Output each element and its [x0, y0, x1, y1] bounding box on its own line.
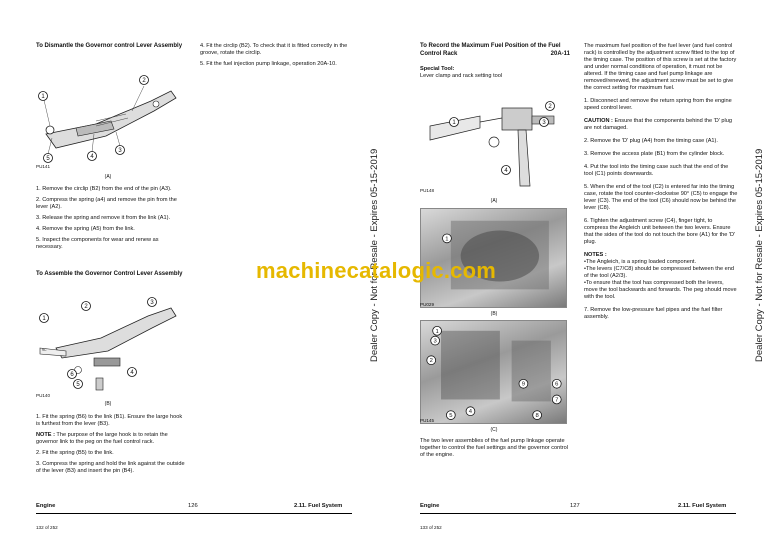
- dismantle-step-2: 2. Compress the spring (a4) and remove the pin from the lever (A2).: [36, 197, 177, 210]
- caution-label: CAUTION :: [584, 118, 613, 124]
- figure-a-right-callouts: [420, 86, 566, 197]
- max-fuel-intro: The maximum fuel position of the fuel lever (and fuel control rack) is controlled by the adjustment screw fitted to the top of the timing case. The position of this screw is set at the factory and under normal conditions of operation, it must not be altered. If the timing case and fuel pump linkage are removed/renewed, the adjustment screw must be set to give the correct setting for maximum fuel.: [584, 43, 737, 91]
- footer-left-section: Engine: [36, 503, 56, 509]
- operation-code: 20A-11: [550, 50, 570, 57]
- figure-a-caption: (A): [104, 174, 112, 180]
- vertical-notice-center: Dealer Copy - Not for Resale - Expires 05-15-2019: [369, 148, 380, 362]
- callout-a-2-label: 2: [142, 78, 146, 84]
- callout-a-1-label: 1: [41, 94, 45, 100]
- figure-a-id: PU141: [36, 164, 51, 169]
- note-label: NOTE :: [36, 432, 55, 438]
- callout-rc-9-label: 9: [521, 381, 526, 388]
- callout-rc-1-label: 1: [435, 328, 439, 335]
- figure-a-callouts: [36, 66, 182, 171]
- callout-ra-2-label: 2: [548, 104, 552, 110]
- footer-right-rule: [420, 513, 736, 514]
- figure-b-id: PU140: [36, 393, 51, 398]
- dismantle-step-3: 3. Release the spring and remove it from the link (A1).: [36, 215, 171, 221]
- callout-a-5-label: 5: [46, 156, 50, 162]
- record-step-2: 2. Remove the 'D' plug (A4) from the timing case (A1).: [584, 138, 718, 144]
- figure-rb-id: PU029: [420, 302, 435, 307]
- callout-b-5-label: 5: [76, 382, 80, 388]
- callout-ra-3-label: 3: [542, 120, 546, 126]
- note-3: •To ensure that the tool has compressed both the levers, move the tool backwards and forwards. The peg should move with the tool.: [584, 280, 737, 300]
- callout-ra-4-label: 4: [504, 168, 508, 174]
- callout-rc-2-label: 2: [429, 358, 433, 365]
- figure-ra-id: PU148: [420, 188, 435, 193]
- record-step-6: 6. Tighten the adjustment screw (C4), finger tight, to compress the Angleich unit between the two levers. Ensure that the sides of the tool do not touch the bore (A1) for the 'D' plug.: [584, 218, 736, 245]
- assemble-step-5: 5. Fit the fuel injection pump linkage, operation 20A-10.: [200, 61, 337, 67]
- vertical-notice-right: Dealer Copy - Not for Resale - Expires 05-15-2019: [754, 148, 765, 362]
- left-col2-steps: [200, 43, 352, 72]
- figure-c-tool-fitted-photo: [420, 320, 567, 424]
- record-step-7: 7. Remove the low-pressure fuel pipes and the fuel filter assembly.: [584, 307, 723, 320]
- figure-b-caption: (B): [104, 401, 112, 407]
- lever-assemblies-paragraph: The two lever assemblies of the fuel pump linkage operate together to control the fuel settings and the governor control of the engine.: [420, 438, 569, 458]
- record-step-3: 3. Remove the access plate (B1) from the cylinder block.: [584, 151, 725, 157]
- callout-b-3-label: 3: [150, 300, 154, 306]
- note-1: •The Angleich, is a spring loaded component.: [584, 259, 697, 265]
- callout-rc-4-label: 4: [468, 409, 473, 416]
- callout-a-3-label: 3: [118, 148, 122, 154]
- footer-right-chapter: 2.11. Fuel System: [678, 503, 727, 509]
- dismantle-step-1: 1. Remove the circlip (B2) from the end of the pin (A3).: [36, 186, 172, 192]
- callout-rc-7-label: 7: [555, 397, 559, 404]
- dismantle-step-5: 5. Inspect the components for wear and renew as necessary.: [36, 237, 159, 250]
- callout-b-2-label: 2: [84, 304, 88, 310]
- assemble-step-3: 3. Compress the spring and hold the link against the outside of the lever (B3) and insert the pin (B4).: [36, 461, 185, 474]
- note-2: •The levers (C7/C8) should be compressed between the end of the tool (A2/3).: [584, 266, 734, 279]
- footer-right-section: Engine: [420, 503, 440, 509]
- assemble-step-4: 4. Fit the circlip (B2). To check that it is fitted correctly in the groove, rotate the circlip.: [200, 43, 348, 56]
- callout-rc-6-label: 6: [555, 381, 559, 388]
- assemble-steps: [36, 414, 186, 479]
- notes-label: NOTES :: [584, 252, 607, 258]
- record-step-1: 1. Disconnect and remove the return spring from the engine speed control lever.: [584, 98, 732, 111]
- heading-assemble: To Assemble the Governor Control Lever Assembly: [36, 271, 183, 277]
- figure-a-lever-assembly: [36, 66, 182, 171]
- svg-text:9C: 9C: [42, 348, 47, 352]
- tool-fitted-photo: [421, 321, 566, 423]
- special-tool-label: Special Tool:: [420, 66, 455, 72]
- footer-right-page-of: 133 of 252: [420, 525, 442, 530]
- figure-rc-id: PU145: [420, 418, 435, 423]
- assemble-step-1: 1. Fit the spring (B6) to the link (B1). Ensure the large hook is furthest from the lever (B3).: [36, 414, 183, 427]
- figure-b-lever-assembly: [36, 296, 182, 399]
- assemble-step-2: 2. Fit the spring (B5) to the link.: [36, 450, 114, 456]
- footer-left-page-of: 132 of 252: [36, 525, 58, 530]
- caution: [584, 118, 738, 132]
- callout-b-4-label: 4: [130, 370, 134, 376]
- figure-a-setting-tool: [420, 86, 566, 197]
- special-tool-text: Lever clamp and rack setting tool: [420, 73, 503, 79]
- callout-rc-5-label: 5: [449, 413, 453, 420]
- callout-b-1-label: 1: [42, 316, 46, 322]
- callout-rc-8-label: 8: [535, 413, 539, 420]
- figure-rb-caption: (B): [490, 311, 498, 317]
- footer-right-page-number: 127: [570, 503, 580, 509]
- footer-left-page-number: 126: [188, 503, 198, 509]
- dismantle-steps: [36, 186, 186, 255]
- record-heading-text: To Record the Maximum Fuel Position of the Fuel Control Rack: [420, 43, 561, 57]
- figure-ra-caption: (A): [490, 198, 498, 204]
- callout-b-6-label: 6: [70, 372, 74, 378]
- heading-dismantle: To Dismantle the Governor control Lever Assembly: [36, 43, 183, 49]
- record-step-5: 5. When the end of the tool (C2) is entered far into the timing case, rotate the tool counter-clockwise 90° (C5) to engage the lever (C3). The end of the tool (C6) should now be behind the lever (C8).: [584, 184, 738, 211]
- figure-rc-caption: (C): [490, 427, 498, 433]
- dismantle-step-4: 4. Remove the spring (A5) from the link.: [36, 226, 135, 232]
- watermark: machinecatalogic.com: [256, 258, 496, 283]
- callout-rb-1-label: 1: [445, 236, 449, 243]
- caution-text: Ensure that the components behind the 'D' plug are not damaged.: [584, 118, 732, 131]
- record-step-4: 4. Put the tool into the timing case such that the end of the tool (C1) points downwards.: [584, 164, 729, 177]
- assemble-note: [36, 432, 186, 446]
- footer-left-chapter: 2.11. Fuel System: [294, 503, 343, 509]
- right-col2: [584, 43, 738, 321]
- callout-a-4-label: 4: [90, 154, 94, 160]
- callout-ra-1-label: 1: [452, 120, 456, 126]
- heading-record-max-fuel: [420, 43, 570, 58]
- footer-left-rule: [36, 513, 352, 514]
- figure-b-callouts: [36, 296, 182, 399]
- callout-rc-3-label: 3: [433, 338, 437, 345]
- note-text: The purpose of the large hook is to retain the governor link to the peg on the fuel control rack.: [36, 432, 168, 445]
